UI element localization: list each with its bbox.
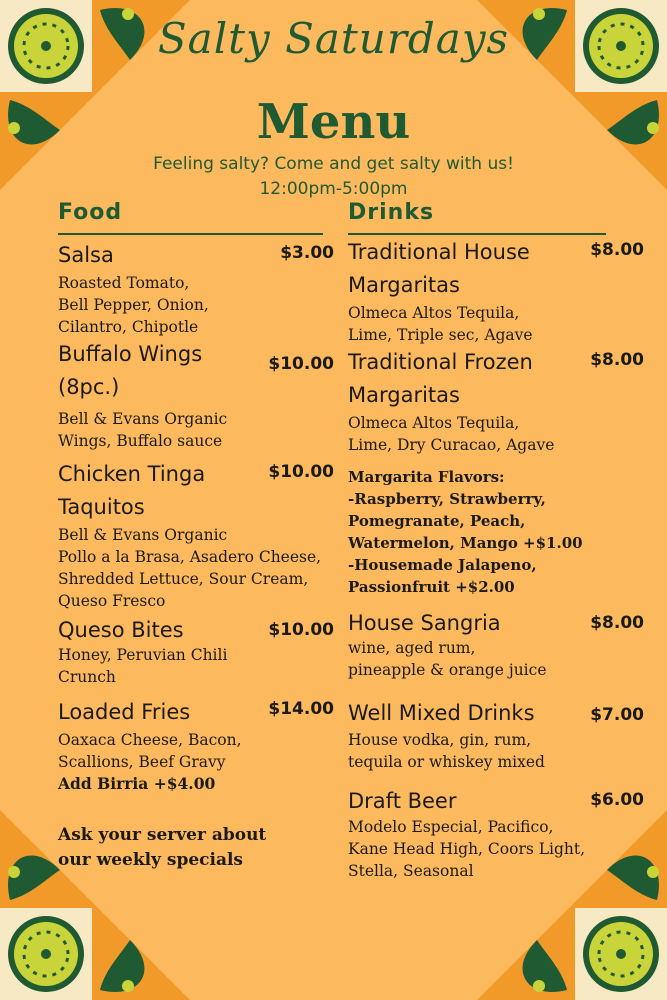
desc-line: Crunch — [58, 668, 116, 686]
desc-line: wine, aged rum, — [348, 639, 476, 657]
item-name: Salsa — [58, 243, 114, 267]
hours: 12:00pm-5:00pm — [259, 179, 408, 199]
specials-line: Ask your server about — [58, 825, 267, 845]
weekly-specials-note — [58, 823, 334, 873]
item-name-line2: Margaritas — [348, 273, 460, 297]
flavors-line: Pomegranate, Peach, — [348, 512, 526, 530]
desc-line: Shredded Lettuce, Sour Cream, — [58, 570, 309, 588]
menu-item-queso-bites — [58, 616, 334, 688]
item-name-line2: Taquitos — [58, 495, 145, 519]
item-description — [348, 729, 644, 773]
menu-item-salsa — [58, 239, 334, 338]
item-price: $3.00 — [280, 243, 334, 263]
margarita-flavors — [348, 466, 644, 598]
flavors-line: -Raspberry, Strawberry, — [348, 490, 546, 508]
item-name: Traditional Frozen — [348, 350, 533, 374]
item-description — [348, 302, 644, 346]
item-name: Well Mixed Drinks — [348, 701, 535, 725]
item-description — [348, 637, 644, 681]
item-price: $14.00 — [268, 699, 334, 719]
tagline: Feeling salty? Come and get salty with us! — [153, 154, 514, 174]
item-name: Draft Beer — [348, 789, 457, 813]
flavors-line: Margarita Flavors: — [348, 468, 505, 486]
item-price: $8.00 — [590, 350, 644, 370]
desc-line: Bell & Evans Organic — [58, 410, 228, 428]
item-price: $8.00 — [590, 613, 644, 633]
item-description — [348, 816, 644, 882]
menu-item-house-sangria — [348, 609, 644, 681]
desc-line: Lime, Triple sec, Agave — [348, 326, 533, 344]
item-name: House Sangria — [348, 611, 501, 635]
specials-line: our weekly specials — [58, 850, 243, 870]
item-description — [58, 408, 334, 452]
desc-line: pineapple & orange juice — [348, 661, 547, 679]
drinks-divider — [348, 233, 606, 235]
food-heading: Food — [58, 200, 123, 225]
menu-item-buffalo-wings — [58, 338, 334, 452]
flavors-line: Passionfruit +$2.00 — [348, 578, 515, 596]
menu-item-loaded-fries — [58, 695, 334, 795]
item-description — [58, 524, 334, 612]
food-divider — [58, 233, 323, 235]
menu-item-frozen-margaritas — [348, 346, 644, 456]
menu-title: Menu — [256, 94, 411, 150]
desc-line: tequila or whiskey mixed — [348, 753, 545, 771]
menu-item-chicken-tinga-taquitos — [58, 458, 334, 612]
desc-line: Pollo a la Brasa, Asadero Cheese, — [58, 548, 322, 566]
item-name: Buffalo Wings — [58, 342, 203, 366]
flavors-line: Watermelon, Mango +$1.00 — [348, 534, 583, 552]
item-price: $7.00 — [590, 705, 644, 725]
menu-item-well-mixed-drinks — [348, 697, 644, 773]
desc-line: Wings, Buffalo sauce — [58, 432, 223, 450]
desc-line: Kane Head High, Coors Light, — [348, 840, 586, 858]
item-addon: Add Birria +$4.00 — [58, 774, 216, 793]
item-name: Traditional House — [348, 240, 530, 264]
desc-line: Stella, Seasonal — [348, 862, 474, 880]
desc-line: Oaxaca Cheese, Bacon, — [58, 731, 242, 749]
item-description — [58, 644, 334, 688]
item-name-line2: (8pc.) — [58, 375, 120, 399]
item-price: $10.00 — [268, 462, 334, 482]
desc-line: House vodka, gin, rum, — [348, 731, 532, 749]
desc-line: Bell & Evans Organic — [58, 526, 228, 544]
item-description — [348, 412, 644, 456]
item-price: $8.00 — [590, 240, 644, 260]
item-name: Chicken Tinga — [58, 462, 206, 486]
desc-line: Bell Pepper, Onion, — [58, 296, 209, 314]
item-name-line2: Margaritas — [348, 383, 460, 407]
flavors-line: -Housemade Jalapeno, — [348, 556, 537, 574]
desc-line: Queso Fresco — [58, 592, 166, 610]
desc-line: Olmeca Altos Tequila, — [348, 304, 520, 322]
desc-line: Olmeca Altos Tequila, — [348, 414, 520, 432]
script-title: Salty Saturdays — [157, 14, 510, 63]
item-price: $6.00 — [590, 790, 644, 810]
desc-line: Honey, Peruvian Chili — [58, 646, 228, 664]
item-description — [58, 272, 334, 338]
desc-line: Roasted Tomato, — [58, 274, 190, 292]
menu-item-draft-beer — [348, 786, 644, 882]
item-price: $10.00 — [268, 620, 334, 640]
item-price: $10.00 — [268, 354, 334, 374]
drinks-heading: Drinks — [348, 200, 435, 225]
item-description — [58, 729, 334, 795]
menu-item-house-margaritas — [348, 236, 644, 346]
item-name: Loaded Fries — [58, 700, 191, 724]
desc-line: Scallions, Beef Gravy — [58, 753, 226, 771]
desc-line: Cilantro, Chipotle — [58, 318, 199, 336]
item-name: Queso Bites — [58, 618, 184, 642]
desc-line: Modelo Especial, Pacifico, — [348, 818, 554, 836]
tagline-block — [0, 152, 667, 202]
desc-line: Lime, Dry Curacao, Agave — [348, 436, 555, 454]
